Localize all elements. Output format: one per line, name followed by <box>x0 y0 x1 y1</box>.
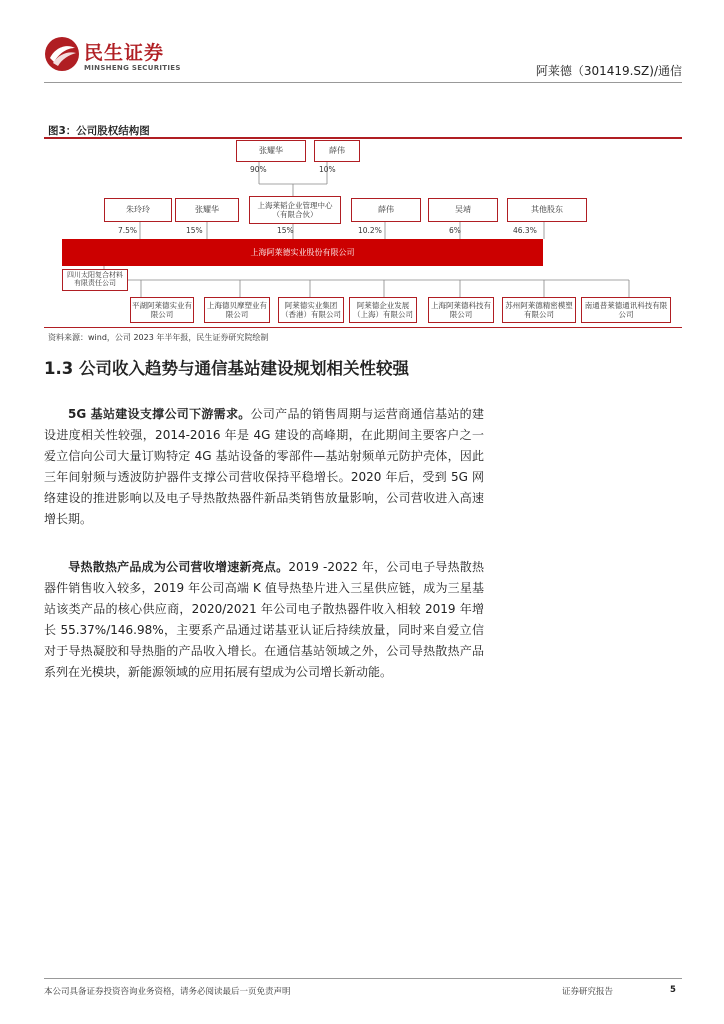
logo-chinese-name: 民生证券 <box>84 42 165 64</box>
top-holder-pct: 10% <box>319 165 336 174</box>
footer-disclaimer: 本公司具备证券投资咨询业务资格，请务必阅读最后一页免责声明 <box>44 987 291 997</box>
page-header <box>0 0 724 90</box>
footer-report-type: 证券研究报告 <box>562 987 614 997</box>
side-subsidiary-box: 四川太阳复合材料有限责任公司 <box>62 269 128 291</box>
section-title: 1.3 公司收入趋势与通信基站建设规划相关性较强 <box>44 359 409 378</box>
main-company-bar: 上海阿莱德实业股份有限公司 <box>62 239 543 266</box>
shareholder-box: 其他股东 <box>507 198 587 222</box>
shareholder-box: 薛伟 <box>351 198 421 222</box>
shareholder-pct: 7.5% <box>118 226 138 235</box>
paragraph-body: 2019 -2022 年，公司电子导热散热器件销售收入较多，2019 年公司高端 K 值导热垫片进入三星供应链，成为三星基站该类产品的核心供应商，2020/2021 年公司电子散热器件收入相较 2019 年增长 55.37%/146.98%，主要系产品通过诺基亚认证后持续放量，同时来自爱立信对于导热凝胶和导热脂的产品收入增长。在通信基站领域之外，公司导热散热产品系列在光模块，新能源领域的应用拓展有望成为公司增长新动能。 <box>44 560 484 679</box>
logo-english-name: MINSHENG SECURITIES <box>84 64 181 72</box>
figure-title: 图3：公司股权结构图 <box>48 125 150 137</box>
report-stock-label: 阿莱德（301419.SZ)/通信 <box>535 64 682 78</box>
body-paragraph <box>44 557 484 683</box>
figure-source: 资料来源：wind，公司 2023 年半年报，民生证券研究院绘制 <box>48 333 269 342</box>
top-holder-box: 张耀华 <box>236 140 306 162</box>
shareholder-box: 吴靖 <box>428 198 498 222</box>
body-paragraph <box>44 404 484 530</box>
subsidiary-box: 南通普莱德通讯科技有限公司 <box>581 297 671 323</box>
subsidiary-box: 阿莱德企业发展（上海）有限公司 <box>349 297 417 323</box>
minsheng-logo-icon <box>44 36 80 72</box>
page-number: 5 <box>670 985 676 995</box>
shareholder-pct: 10.2% <box>358 226 382 235</box>
shareholder-pct: 6% <box>449 226 461 235</box>
footer-divider <box>44 978 682 979</box>
shareholder-box: 上海莱韬企业管理中心（有限合伙） <box>249 196 341 224</box>
shareholder-pct: 15% <box>186 226 203 235</box>
shareholder-pct: 46.3% <box>513 226 537 235</box>
shareholder-box: 朱玲玲 <box>104 198 172 222</box>
minsheng-logo <box>44 36 184 78</box>
subsidiary-box: 苏州阿莱德精密模塑有限公司 <box>502 297 576 323</box>
figure-bottom-rule <box>44 327 682 328</box>
top-holder-pct: 90% <box>250 165 267 174</box>
paragraph-lead: 导热散热产品成为公司营收增速新亮点。 <box>68 560 289 574</box>
paragraph-body: 公司产品的销售周期与运营商通信基站的建设进度相关性较强，2014-2016 年是 4G 建设的高峰期，在此期间主要客户之一爱立信向公司大量订购特定 4G 基站设备的零部件—基站射频单元防护壳体，因此三年间射频与透波防护器件支撑公司营收保持平稳增长。2020 年后，受到 5G 网络建设的推进影响以及电子导热散热器件新品类销售放量影响，公司营收进入高速增长期。 <box>44 407 484 526</box>
paragraph-lead: 5G 基站建设支撑公司下游需求。 <box>68 407 251 421</box>
equity-structure-chart <box>44 138 682 328</box>
subsidiary-box: 阿莱德实业集团（香港）有限公司 <box>278 297 344 323</box>
subsidiary-box: 上海阿莱德科技有限公司 <box>428 297 494 323</box>
shareholder-pct: 15% <box>277 226 294 235</box>
subsidiary-box: 上海德贝摩塑业有限公司 <box>204 297 270 323</box>
header-divider <box>44 82 682 83</box>
subsidiary-box: 平湖阿莱德实业有限公司 <box>130 297 194 323</box>
shareholder-box: 张耀华 <box>175 198 239 222</box>
top-holder-box: 薛伟 <box>314 140 360 162</box>
